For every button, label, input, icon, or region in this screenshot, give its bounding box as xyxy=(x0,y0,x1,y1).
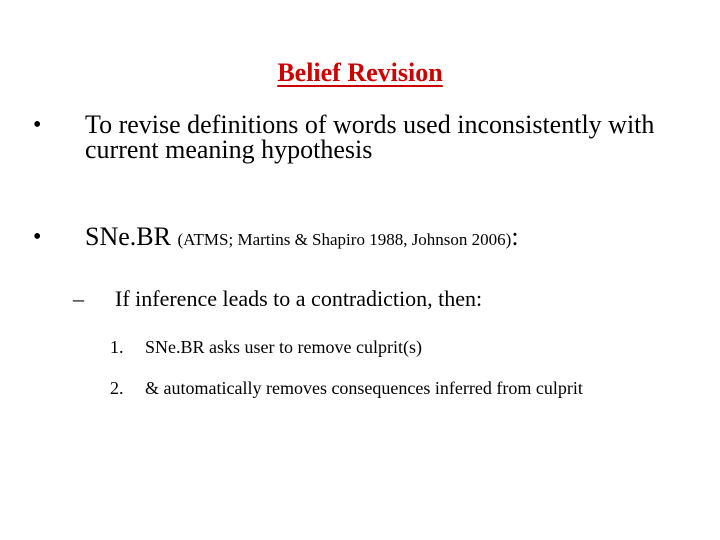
slide-title: Belief Revision xyxy=(277,58,443,87)
bullet-2-colon: : xyxy=(511,222,519,251)
sub-bullet-marker: – xyxy=(73,286,84,311)
bullet-2-marker: • xyxy=(33,224,42,250)
numbered-item-1-number: 1. xyxy=(110,337,124,357)
bullet-2-main-text: SNe.BR xyxy=(85,222,171,251)
bullet-1-text: To revise definitions of words used inconsistently with current meaning hypothesis xyxy=(85,110,655,164)
bullet-2-citation: (ATMS; Martins & Shapiro 1988, Johnson 2006) xyxy=(177,230,512,249)
numbered-item-1-text: SNe.BR asks user to remove culprit(s) xyxy=(145,337,422,357)
numbered-item-2-text: & automatically removes consequences inferred from culprit xyxy=(145,378,583,398)
numbered-item-2-number: 2. xyxy=(110,378,124,398)
bullet-1-marker: • xyxy=(33,112,42,138)
sub-bullet-text: If inference leads to a contradiction, then: xyxy=(115,286,483,311)
bullet-2-text xyxy=(85,224,685,252)
